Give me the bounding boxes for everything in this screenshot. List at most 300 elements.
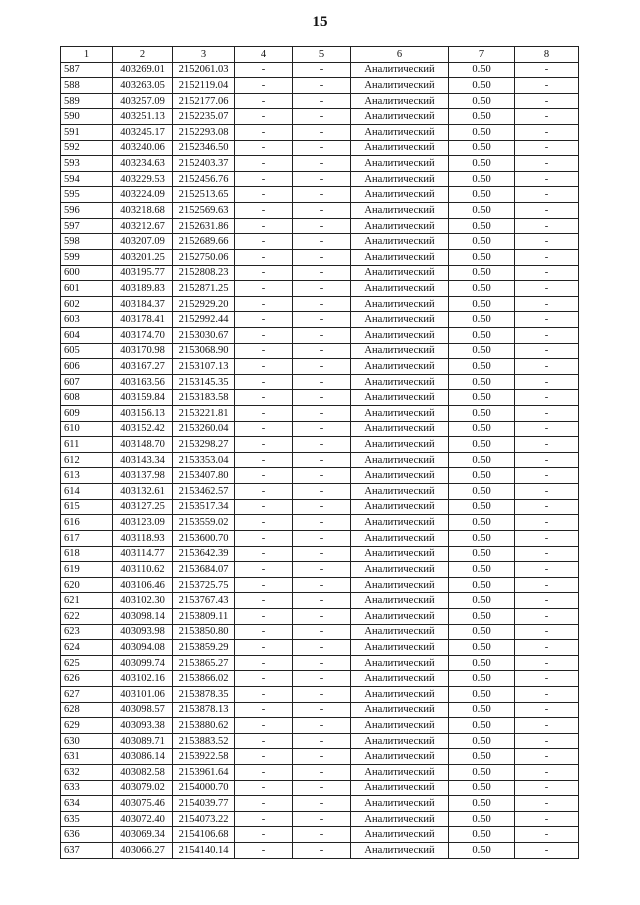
table-cell: - xyxy=(293,437,351,453)
table-cell: Аналитический xyxy=(351,640,449,656)
table-cell: 0.50 xyxy=(449,530,515,546)
table-cell: - xyxy=(235,499,293,515)
table-row xyxy=(61,281,579,297)
table-cell: - xyxy=(293,640,351,656)
table-cell: - xyxy=(293,546,351,562)
table-cell: - xyxy=(235,468,293,484)
table-cell: 603 xyxy=(61,312,113,328)
table-cell: 2152992.44 xyxy=(173,312,235,328)
table-row xyxy=(61,546,579,562)
table-cell: 0.50 xyxy=(449,765,515,781)
table-cell: 631 xyxy=(61,749,113,765)
table-cell: Аналитический xyxy=(351,406,449,422)
table-cell: 592 xyxy=(61,140,113,156)
table-row xyxy=(61,156,579,172)
table-cell: 0.50 xyxy=(449,203,515,219)
table-cell: - xyxy=(293,593,351,609)
table-cell: - xyxy=(235,249,293,265)
table-cell: - xyxy=(515,218,579,234)
table-cell: Аналитический xyxy=(351,62,449,78)
table-cell: 2152061.03 xyxy=(173,62,235,78)
table-cell: - xyxy=(293,265,351,281)
table-cell: 403132.61 xyxy=(113,484,173,500)
table-cell: 403234.63 xyxy=(113,156,173,172)
table-cell: 2153878.13 xyxy=(173,702,235,718)
table-cell: 2154000.70 xyxy=(173,780,235,796)
table-cell: Аналитический xyxy=(351,484,449,500)
table-row xyxy=(61,78,579,94)
table-cell: - xyxy=(515,484,579,500)
table-cell: - xyxy=(293,702,351,718)
table-row xyxy=(61,843,579,859)
table-cell: - xyxy=(515,265,579,281)
table-cell: 2153865.27 xyxy=(173,655,235,671)
table-cell: 0.50 xyxy=(449,171,515,187)
table-row xyxy=(61,406,579,422)
table-cell: 403201.25 xyxy=(113,249,173,265)
table-cell: 607 xyxy=(61,374,113,390)
table-cell: Аналитический xyxy=(351,78,449,94)
table-cell: 0.50 xyxy=(449,109,515,125)
table-cell: 610 xyxy=(61,421,113,437)
table-cell: 633 xyxy=(61,780,113,796)
table-cell: 0.50 xyxy=(449,515,515,531)
table-row xyxy=(61,171,579,187)
table-cell: - xyxy=(235,530,293,546)
table-row xyxy=(61,327,579,343)
table-cell: 2153600.70 xyxy=(173,530,235,546)
table-cell: Аналитический xyxy=(351,655,449,671)
table-cell: - xyxy=(515,296,579,312)
table-cell: 0.50 xyxy=(449,249,515,265)
table-cell: 2153850.80 xyxy=(173,624,235,640)
table-row xyxy=(61,343,579,359)
table-cell: 593 xyxy=(61,156,113,172)
table-cell: 604 xyxy=(61,327,113,343)
table-row xyxy=(61,671,579,687)
table-cell: 2154073.22 xyxy=(173,811,235,827)
table-row xyxy=(61,718,579,734)
table-cell: 0.50 xyxy=(449,718,515,734)
table-cell: - xyxy=(515,593,579,609)
table-body xyxy=(61,62,579,858)
table-cell: - xyxy=(515,796,579,812)
table-cell: Аналитический xyxy=(351,125,449,141)
table-cell: - xyxy=(515,406,579,422)
table-cell: - xyxy=(235,593,293,609)
table-cell: - xyxy=(293,359,351,375)
table-cell: 629 xyxy=(61,718,113,734)
table-cell: 2153684.07 xyxy=(173,562,235,578)
table-cell: - xyxy=(515,93,579,109)
column-header: 2 xyxy=(113,47,173,63)
table-cell: - xyxy=(293,484,351,500)
table-row xyxy=(61,437,579,453)
table-cell: - xyxy=(515,468,579,484)
table-cell: 0.50 xyxy=(449,281,515,297)
table-cell: 2153559.02 xyxy=(173,515,235,531)
table-row xyxy=(61,608,579,624)
table-cell: - xyxy=(515,421,579,437)
table-cell: 2153183.58 xyxy=(173,390,235,406)
table-cell: 403257.09 xyxy=(113,93,173,109)
table-cell: 403218.68 xyxy=(113,203,173,219)
table-cell: 403163.56 xyxy=(113,374,173,390)
table-cell: 0.50 xyxy=(449,624,515,640)
table-cell: 2153878.35 xyxy=(173,686,235,702)
table-cell: 611 xyxy=(61,437,113,453)
table-cell: 403089.71 xyxy=(113,733,173,749)
table-cell: Аналитический xyxy=(351,546,449,562)
table-cell: 0.50 xyxy=(449,452,515,468)
table-row xyxy=(61,733,579,749)
table-cell: 403123.09 xyxy=(113,515,173,531)
table-cell: 403174.70 xyxy=(113,327,173,343)
column-header: 8 xyxy=(515,47,579,63)
table-cell: 2153767.43 xyxy=(173,593,235,609)
table-cell: - xyxy=(235,62,293,78)
table-cell: - xyxy=(293,171,351,187)
table-cell: 2153462.57 xyxy=(173,484,235,500)
table-cell: - xyxy=(515,624,579,640)
table-cell: Аналитический xyxy=(351,140,449,156)
table-cell: 403098.14 xyxy=(113,608,173,624)
table-cell: 628 xyxy=(61,702,113,718)
table-cell: - xyxy=(235,171,293,187)
table-cell: - xyxy=(515,109,579,125)
table-row xyxy=(61,640,579,656)
table-cell: Аналитический xyxy=(351,686,449,702)
table-cell: 2153809.11 xyxy=(173,608,235,624)
table-cell: - xyxy=(235,327,293,343)
table-cell: - xyxy=(235,109,293,125)
table-cell: 2152513.65 xyxy=(173,187,235,203)
table-cell: - xyxy=(293,624,351,640)
table-cell: 591 xyxy=(61,125,113,141)
table-cell: 597 xyxy=(61,218,113,234)
table-row xyxy=(61,218,579,234)
table-cell: 2153961.64 xyxy=(173,765,235,781)
table-cell: - xyxy=(293,796,351,812)
table-cell: 0.50 xyxy=(449,577,515,593)
table-cell: 2153221.81 xyxy=(173,406,235,422)
table-cell: - xyxy=(515,140,579,156)
table-cell: 0.50 xyxy=(449,140,515,156)
table-cell: - xyxy=(293,718,351,734)
table-cell: 0.50 xyxy=(449,593,515,609)
table-cell: - xyxy=(235,125,293,141)
table-cell: 0.50 xyxy=(449,562,515,578)
table-cell: 403212.67 xyxy=(113,218,173,234)
table-row xyxy=(61,624,579,640)
table-row xyxy=(61,499,579,515)
table-row xyxy=(61,93,579,109)
table-cell: - xyxy=(293,203,351,219)
table-cell: Аналитический xyxy=(351,671,449,687)
table-cell: - xyxy=(235,78,293,94)
table-cell: - xyxy=(235,437,293,453)
table-cell: - xyxy=(293,390,351,406)
table-cell: - xyxy=(515,312,579,328)
table-cell: - xyxy=(235,343,293,359)
table-cell: 587 xyxy=(61,62,113,78)
table-cell: 0.50 xyxy=(449,390,515,406)
table-cell: - xyxy=(293,281,351,297)
table-cell: 2153068.90 xyxy=(173,343,235,359)
table-cell: - xyxy=(293,499,351,515)
table-cell: - xyxy=(293,843,351,859)
table-cell: Аналитический xyxy=(351,218,449,234)
table-cell: 596 xyxy=(61,203,113,219)
table-cell: - xyxy=(515,733,579,749)
table-cell: - xyxy=(515,686,579,702)
table-cell: 0.50 xyxy=(449,843,515,859)
table-cell: 2153922.58 xyxy=(173,749,235,765)
table-row xyxy=(61,203,579,219)
table-cell: - xyxy=(235,203,293,219)
table-cell: 0.50 xyxy=(449,312,515,328)
table-cell: 403066.27 xyxy=(113,843,173,859)
table-cell: 2153407.80 xyxy=(173,468,235,484)
table-cell: 600 xyxy=(61,265,113,281)
table-cell: - xyxy=(515,203,579,219)
table-cell: Аналитический xyxy=(351,468,449,484)
table-cell: 403156.13 xyxy=(113,406,173,422)
table-cell: Аналитический xyxy=(351,562,449,578)
table-cell: - xyxy=(235,827,293,843)
table-cell: - xyxy=(293,93,351,109)
table-cell: - xyxy=(235,390,293,406)
table-cell: 403152.42 xyxy=(113,421,173,437)
table-cell: 403195.77 xyxy=(113,265,173,281)
table-cell: 623 xyxy=(61,624,113,640)
table-cell: - xyxy=(293,749,351,765)
table-cell: 0.50 xyxy=(449,686,515,702)
table-row xyxy=(61,655,579,671)
table-cell: Аналитический xyxy=(351,499,449,515)
table-cell: 627 xyxy=(61,686,113,702)
table-cell: Аналитический xyxy=(351,327,449,343)
table-cell: - xyxy=(293,827,351,843)
table-cell: 0.50 xyxy=(449,343,515,359)
table-cell: Аналитический xyxy=(351,843,449,859)
table-cell: 2154106.68 xyxy=(173,827,235,843)
table-cell: - xyxy=(293,218,351,234)
table-cell: 609 xyxy=(61,406,113,422)
table-cell: 2153145.35 xyxy=(173,374,235,390)
table-row xyxy=(61,765,579,781)
table-cell: 606 xyxy=(61,359,113,375)
table-cell: - xyxy=(293,421,351,437)
table-cell: 2153880.62 xyxy=(173,718,235,734)
table-cell: Аналитический xyxy=(351,203,449,219)
table-cell: - xyxy=(235,359,293,375)
table-cell: - xyxy=(235,296,293,312)
column-header: 4 xyxy=(235,47,293,63)
table-cell: 599 xyxy=(61,249,113,265)
table-cell: - xyxy=(515,187,579,203)
table-cell: - xyxy=(293,686,351,702)
table-cell: - xyxy=(515,249,579,265)
table-cell: - xyxy=(515,577,579,593)
table-cell: - xyxy=(293,655,351,671)
table-cell: 403159.84 xyxy=(113,390,173,406)
table-row xyxy=(61,827,579,843)
table-cell: 615 xyxy=(61,499,113,515)
table-cell: 2152119.04 xyxy=(173,78,235,94)
table-cell: 588 xyxy=(61,78,113,94)
table-cell: 2153866.02 xyxy=(173,671,235,687)
table-row xyxy=(61,702,579,718)
table-cell: 2153517.34 xyxy=(173,499,235,515)
table-cell: - xyxy=(235,140,293,156)
table-cell: - xyxy=(293,343,351,359)
table-cell: 624 xyxy=(61,640,113,656)
table-row xyxy=(61,265,579,281)
table-cell: - xyxy=(235,421,293,437)
table-cell: 403178.41 xyxy=(113,312,173,328)
table-cell: 0.50 xyxy=(449,468,515,484)
table-cell: - xyxy=(235,624,293,640)
table-cell: 403069.34 xyxy=(113,827,173,843)
table-cell: 0.50 xyxy=(449,827,515,843)
table-cell: - xyxy=(293,327,351,343)
table-cell: - xyxy=(515,327,579,343)
table-cell: - xyxy=(293,811,351,827)
table-cell: - xyxy=(293,733,351,749)
table-cell: - xyxy=(235,780,293,796)
table-row xyxy=(61,234,579,250)
table-cell: - xyxy=(515,671,579,687)
table-cell: - xyxy=(235,281,293,297)
table-cell: - xyxy=(515,655,579,671)
table-cell: - xyxy=(235,93,293,109)
table-cell: - xyxy=(515,765,579,781)
table-cell: Аналитический xyxy=(351,749,449,765)
table-cell: 2154039.77 xyxy=(173,796,235,812)
table-cell: 635 xyxy=(61,811,113,827)
table-cell: - xyxy=(515,843,579,859)
table-cell: - xyxy=(235,312,293,328)
table-row xyxy=(61,484,579,500)
table-cell: - xyxy=(235,452,293,468)
table-cell: - xyxy=(293,452,351,468)
table-cell: - xyxy=(235,686,293,702)
table-cell: 403245.17 xyxy=(113,125,173,141)
table-cell: - xyxy=(515,718,579,734)
table-cell: Аналитический xyxy=(351,733,449,749)
table-cell: 403098.57 xyxy=(113,702,173,718)
table-cell: 403137.98 xyxy=(113,468,173,484)
table-cell: Аналитический xyxy=(351,780,449,796)
table-cell: Аналитический xyxy=(351,827,449,843)
table-cell: Аналитический xyxy=(351,281,449,297)
table-cell: Аналитический xyxy=(351,249,449,265)
table-cell: - xyxy=(293,125,351,141)
table-cell: - xyxy=(235,796,293,812)
table-cell: 403127.25 xyxy=(113,499,173,515)
table-cell: Аналитический xyxy=(351,312,449,328)
table-cell: 614 xyxy=(61,484,113,500)
table-cell: - xyxy=(515,608,579,624)
table-cell: - xyxy=(293,406,351,422)
table-cell: 403079.02 xyxy=(113,780,173,796)
table-row xyxy=(61,577,579,593)
table-cell: 0.50 xyxy=(449,156,515,172)
table-cell: Аналитический xyxy=(351,452,449,468)
table-cell: Аналитический xyxy=(351,718,449,734)
table-cell: Аналитический xyxy=(351,796,449,812)
table-row xyxy=(61,187,579,203)
header-row xyxy=(61,47,579,63)
table-cell: 403148.70 xyxy=(113,437,173,453)
table-cell: 403269.01 xyxy=(113,62,173,78)
table-cell: 590 xyxy=(61,109,113,125)
table-cell: - xyxy=(515,359,579,375)
page-number: 15 xyxy=(312,14,328,30)
table-cell: 403106.46 xyxy=(113,577,173,593)
column-header: 1 xyxy=(61,47,113,63)
table-row xyxy=(61,530,579,546)
table-cell: 2152403.37 xyxy=(173,156,235,172)
table-cell: 0.50 xyxy=(449,218,515,234)
table-cell: - xyxy=(293,140,351,156)
table-cell: - xyxy=(515,546,579,562)
table-cell: 403143.34 xyxy=(113,452,173,468)
column-header: 7 xyxy=(449,47,515,63)
table-row xyxy=(61,780,579,796)
table-cell: 0.50 xyxy=(449,780,515,796)
table-cell: - xyxy=(293,109,351,125)
table-cell: 403189.83 xyxy=(113,281,173,297)
table-cell: 403224.09 xyxy=(113,187,173,203)
table-cell: Аналитический xyxy=(351,265,449,281)
table-cell: 637 xyxy=(61,843,113,859)
table-cell: 403184.37 xyxy=(113,296,173,312)
table-cell: - xyxy=(515,562,579,578)
table-cell: - xyxy=(515,78,579,94)
table-cell: - xyxy=(235,733,293,749)
table-cell: - xyxy=(235,218,293,234)
table-cell: - xyxy=(235,671,293,687)
table-row xyxy=(61,686,579,702)
table-cell: 630 xyxy=(61,733,113,749)
table-cell: 2152177.06 xyxy=(173,93,235,109)
table-row xyxy=(61,515,579,531)
column-header: 6 xyxy=(351,47,449,63)
table-cell: 608 xyxy=(61,390,113,406)
table-cell: 0.50 xyxy=(449,93,515,109)
table-cell: - xyxy=(293,187,351,203)
table-cell: 595 xyxy=(61,187,113,203)
table-cell: 403240.06 xyxy=(113,140,173,156)
table-cell: 613 xyxy=(61,468,113,484)
table-row xyxy=(61,390,579,406)
table-cell: - xyxy=(235,374,293,390)
table-cell: 403102.30 xyxy=(113,593,173,609)
table-cell: - xyxy=(515,62,579,78)
table-cell: 594 xyxy=(61,171,113,187)
table-cell: 2153642.39 xyxy=(173,546,235,562)
table-cell: - xyxy=(515,452,579,468)
table-cell: 403093.38 xyxy=(113,718,173,734)
table-cell: 0.50 xyxy=(449,327,515,343)
table-cell: - xyxy=(235,749,293,765)
table-cell: - xyxy=(293,468,351,484)
table-cell: - xyxy=(235,577,293,593)
table-cell: - xyxy=(293,530,351,546)
table-cell: 0.50 xyxy=(449,187,515,203)
